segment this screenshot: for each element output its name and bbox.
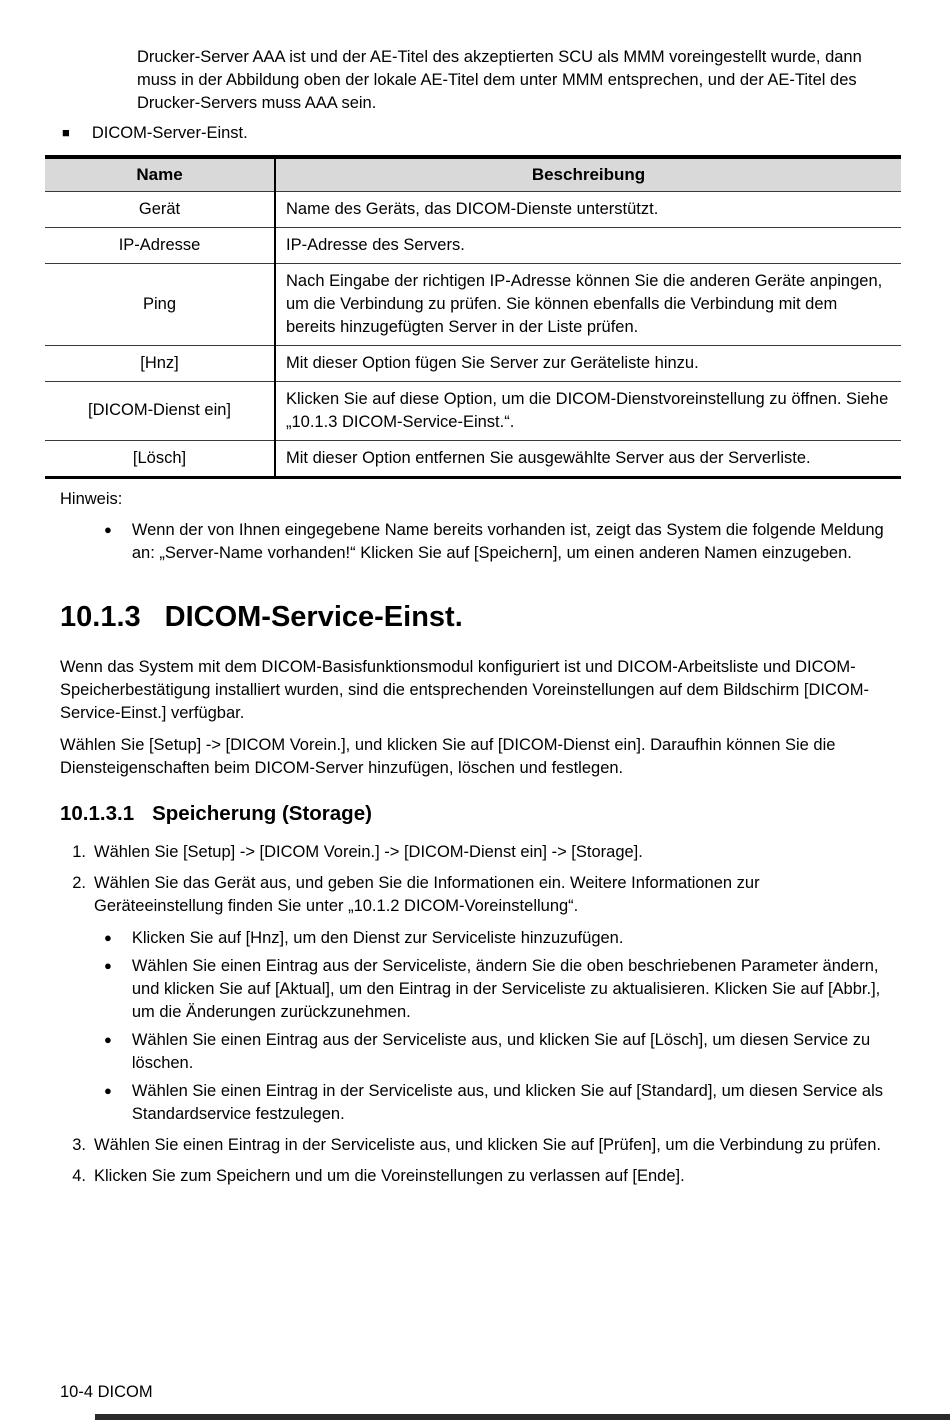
row-desc-cell: Mit dieser Option fügen Sie Server zur Geräteliste hinzu.	[275, 345, 901, 381]
table-row	[45, 263, 901, 345]
row-name-cell: [DICOM-Dienst ein]	[45, 381, 275, 440]
row-desc-cell: IP-Adresse des Servers.	[275, 227, 901, 263]
section-paragraph: Wählen Sie [Setup] -> [DICOM Vorein.], und klicken Sie auf [DICOM-Dienst ein]. Daraufhin können Sie die Diensteigenschaften beim DICOM-Server hinzufügen, löschen und festlegen.	[60, 735, 836, 777]
subsection-title: Speicherung (Storage)	[152, 801, 372, 825]
dot-bullet-icon: ●	[104, 1031, 112, 1047]
step-sub-bullet	[104, 955, 890, 1024]
row-name-cell: [Hnz]	[45, 345, 275, 381]
dot-bullet-icon: ●	[104, 521, 112, 537]
step-number: 4.	[72, 1166, 86, 1185]
step-text: Wählen Sie [Setup] -> [DICOM Vorein.] -> [DICOM-Dienst ein] -> [Storage].	[94, 842, 643, 861]
sub-bullet-text: Wählen Sie einen Eintrag in der Serviceliste aus, und klicken Sie auf [Standard], um diesen Service als Standardservice festzulegen.	[131, 1081, 884, 1123]
bullet-heading-label: DICOM-Server-Einst.	[91, 124, 248, 142]
step-sub-bullet	[104, 927, 890, 950]
step-text: Wählen Sie einen Eintrag in der Serviceliste aus, und klicken Sie auf [Prüfen], um die Verbindung zu prüfen.	[94, 1135, 881, 1154]
square-bullet-icon: ■	[62, 125, 70, 140]
step-item	[66, 841, 888, 864]
note-item	[104, 519, 894, 565]
row-name-cell: Gerät	[45, 191, 275, 227]
step-sub-bullet	[104, 1080, 890, 1126]
table-header-name: Name	[45, 157, 275, 191]
step-number: 2.	[72, 873, 86, 892]
step-item	[66, 1165, 888, 1188]
row-desc-cell: Name des Geräts, das DICOM-Dienste unterstützt.	[275, 191, 901, 227]
step-number: 3.	[72, 1135, 86, 1154]
dot-bullet-icon: ●	[104, 957, 112, 973]
sub-bullet-text: Wählen Sie einen Eintrag aus der Serviceliste, ändern Sie die oben beschriebenen Parameter ändern, und klicken Sie auf [Aktual], um den Eintrag in der Serviceliste zu aktualisieren. Klicken Sie auf [Abbr.], um die Änderungen zurückzunehmen.	[131, 956, 881, 1021]
row-desc-cell: Klicken Sie auf diese Option, um die DICOM-Dienstvoreinstellung zu öffnen. Siehe „10.1.3 DICOM-Service-Einst.“.	[275, 381, 901, 440]
sub-bullet-text: Wählen Sie einen Eintrag aus der Serviceliste aus, und klicken Sie auf [Lösch], um diesen Service zu löschen.	[131, 1030, 871, 1072]
table-row	[45, 345, 901, 381]
note-text: Wenn der von Ihnen eingegebene Name bereits vorhanden ist, zeigt das System die folgende Meldung an: „Server-Name vorhanden!“ Klicken Sie auf [Speichern], um einen anderen Namen einzugeben.	[131, 520, 884, 562]
step-number: 1.	[72, 842, 86, 861]
row-name-cell: Ping	[45, 263, 275, 345]
dot-bullet-icon: ●	[104, 1082, 112, 1098]
dot-bullet-icon: ●	[104, 929, 112, 945]
step-text: Wählen Sie das Gerät aus, und geben Sie die Informationen ein. Weitere Informationen zur Geräteeinstellung finden Sie unter „10.1.2 DICOM-Voreinstellung“.	[94, 873, 760, 915]
row-desc-cell: Mit dieser Option entfernen Sie ausgewählte Server aus der Serverliste.	[275, 440, 901, 477]
step-item	[66, 872, 888, 918]
dicom-server-table	[45, 155, 901, 479]
table-row	[45, 381, 901, 440]
footer-page-label: 10-4 DICOM	[60, 1383, 153, 1401]
dicom-server-einst-heading	[62, 122, 950, 145]
section-paragraph: Wenn das System mit dem DICOM-Basisfunktionsmodul konfiguriert ist und DICOM-Arbeitsliste und DICOM-Speicherbestätigung installiert wurden, sind die entsprechenden Voreinstellungen auf dem Bildschirm [DICOM-Service-Einst.] verfügbar.	[60, 657, 869, 722]
table-header-row	[45, 157, 901, 191]
step-text: Klicken Sie zum Speichern und um die Voreinstellungen zu verlassen auf [Ende].	[94, 1166, 685, 1185]
step-item	[66, 1134, 888, 1157]
row-desc-cell: Nach Eingabe der richtigen IP-Adresse können Sie die anderen Geräte anpingen, um die Verbindung zu prüfen. Sie können ebenfalls die Verbindung mit dem bereits hinzugefügten Server in der Liste prüfen.	[275, 263, 901, 345]
section-title: DICOM-Service-Einst.	[164, 600, 463, 633]
subsection-heading	[60, 801, 950, 826]
section-heading	[60, 600, 950, 634]
subsection-number: 10.1.3.1	[60, 801, 135, 825]
table-row	[45, 440, 901, 477]
row-name-cell: IP-Adresse	[45, 227, 275, 263]
table-row	[45, 191, 901, 227]
section-number: 10.1.3	[60, 600, 141, 633]
intro-paragraph: Drucker-Server AAA ist und der AE-Titel des akzeptierten SCU als MMM voreingestellt wurde, dann muss in der Abbildung oben der lokale AE-Titel dem unter MMM entsprechen, und der AE-Titel des Drucker-Servers muss AAA sein.	[137, 48, 862, 112]
row-name-cell: [Lösch]	[45, 440, 275, 477]
sub-bullet-text: Klicken Sie auf [Hnz], um den Dienst zur Serviceliste hinzuzufügen.	[131, 928, 624, 947]
step-sub-bullet	[104, 1029, 890, 1075]
bottom-edge-bar	[95, 1414, 950, 1420]
table-header-beschreibung: Beschreibung	[275, 157, 901, 191]
note-label: Hinweis:	[60, 489, 123, 508]
table-row	[45, 227, 901, 263]
